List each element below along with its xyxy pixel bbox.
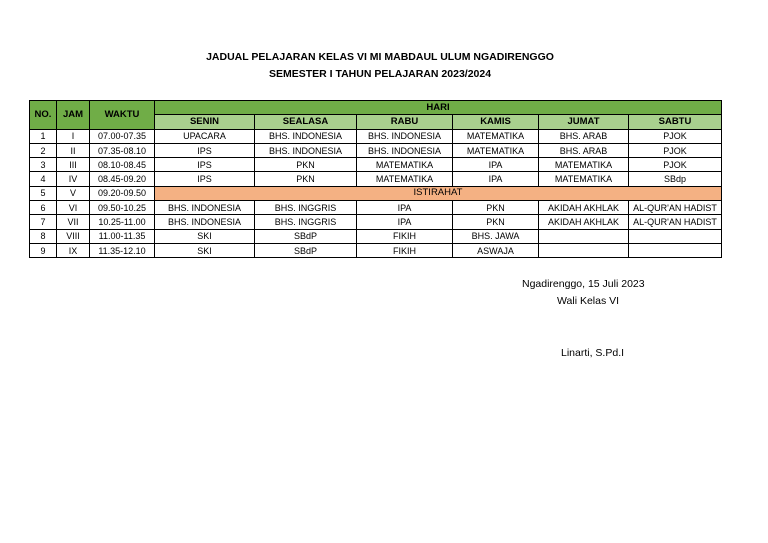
table-row	[30, 129, 722, 143]
subject-cell: PKN	[255, 172, 357, 186]
lesson-hour: IV	[57, 172, 90, 186]
subject-cell: BHS. INDONESIA	[255, 143, 357, 157]
day-header: RABU	[357, 115, 453, 129]
break-label: ISTIRAHAT	[155, 186, 722, 200]
subject-cell: FIKIH	[357, 229, 453, 243]
table-row	[30, 201, 722, 215]
lesson-hour: VIII	[57, 229, 90, 243]
subject-cell: AKIDAH AKHLAK	[539, 201, 629, 215]
document-title: JADUAL PELAJARAN KELAS VI MI MABDAUL ULUM NGADIRENGGO	[206, 51, 554, 63]
day-header: SEALASA	[255, 115, 357, 129]
subject-cell: MATEMATIKA	[453, 143, 539, 157]
subject-cell: MATEMATIKA	[357, 158, 453, 172]
time-range: 08.45-09.20	[90, 172, 155, 186]
subject-cell: MATEMATIKA	[539, 158, 629, 172]
lesson-hour: I	[57, 129, 90, 143]
row-number: 6	[30, 201, 57, 215]
time-range: 08.10-08.45	[90, 158, 155, 172]
subject-cell: BHS. INDONESIA	[155, 215, 255, 229]
hari-header: HARI	[155, 101, 722, 115]
signature-name: Linarti, S.Pd.I	[561, 347, 625, 359]
table-row	[30, 243, 722, 257]
subject-cell: MATEMATIKA	[453, 129, 539, 143]
table-row	[30, 143, 722, 157]
row-number: 8	[30, 229, 57, 243]
row-number: 4	[30, 172, 57, 186]
document-subtitle: SEMESTER I TAHUN PELAJARAN 2023/2024	[268, 68, 492, 80]
signature-role: Wali Kelas VI	[557, 295, 620, 307]
header-row	[30, 101, 722, 115]
subject-cell	[539, 243, 629, 257]
subject-cell: IPA	[357, 215, 453, 229]
subject-cell: PKN	[453, 201, 539, 215]
row-number: 9	[30, 243, 57, 257]
row-number: 5	[30, 186, 57, 200]
table-row	[30, 158, 722, 172]
subject-cell: IPS	[155, 172, 255, 186]
subject-cell: BHS. INGGRIS	[255, 215, 357, 229]
row-number: 1	[30, 129, 57, 143]
subject-cell: SBdp	[629, 172, 722, 186]
time-range: 10.25-11.00	[90, 215, 155, 229]
lesson-hour: V	[57, 186, 90, 200]
subject-cell: PKN	[255, 158, 357, 172]
row-number: 3	[30, 158, 57, 172]
jam-header: JAM	[57, 101, 90, 130]
day-header: SABTU	[629, 115, 722, 129]
subject-cell: AL-QUR'AN HADIST	[629, 215, 722, 229]
table-row	[30, 172, 722, 186]
break-row	[30, 186, 722, 200]
time-range: 07.00-07.35	[90, 129, 155, 143]
lesson-hour: II	[57, 143, 90, 157]
time-range: 07.35-08.10	[90, 143, 155, 157]
subject-cell	[629, 229, 722, 243]
lesson-hour: IX	[57, 243, 90, 257]
subject-cell: MATEMATIKA	[539, 172, 629, 186]
subject-cell: FIKIH	[357, 243, 453, 257]
day-header: SENIN	[155, 115, 255, 129]
subject-cell: AL-QUR'AN HADIST	[629, 201, 722, 215]
table-row	[30, 215, 722, 229]
subject-cell: PJOK	[629, 158, 722, 172]
subject-cell: BHS. INDONESIA	[357, 143, 453, 157]
subject-cell: SBdP	[255, 229, 357, 243]
row-number: 2	[30, 143, 57, 157]
lesson-hour: VI	[57, 201, 90, 215]
subject-cell: ASWAJA	[453, 243, 539, 257]
subject-cell: PKN	[453, 215, 539, 229]
lesson-hour: III	[57, 158, 90, 172]
subject-cell: IPA	[453, 172, 539, 186]
subject-cell: BHS. ARAB	[539, 143, 629, 157]
day-header: KAMIS	[453, 115, 539, 129]
subject-cell: IPA	[357, 201, 453, 215]
subject-cell: SKI	[155, 243, 255, 257]
subject-cell: PJOK	[629, 129, 722, 143]
waktu-header: WAKTU	[90, 101, 155, 130]
subject-cell: AKIDAH AKHLAK	[539, 215, 629, 229]
time-range: 09.50-10.25	[90, 201, 155, 215]
subject-cell	[539, 229, 629, 243]
time-range: 09.20-09.50	[90, 186, 155, 200]
time-range: 11.35-12.10	[90, 243, 155, 257]
table-row	[30, 229, 722, 243]
schedule-table	[29, 100, 722, 258]
subject-cell: BHS. INDONESIA	[155, 201, 255, 215]
subject-cell: PJOK	[629, 143, 722, 157]
subject-cell: BHS. JAWA	[453, 229, 539, 243]
subject-cell: UPACARA	[155, 129, 255, 143]
subject-cell: BHS. ARAB	[539, 129, 629, 143]
subject-cell: SKI	[155, 229, 255, 243]
subject-cell: BHS. INGGRIS	[255, 201, 357, 215]
lesson-hour: VII	[57, 215, 90, 229]
subject-cell: BHS. INDONESIA	[255, 129, 357, 143]
day-header: JUMAT	[539, 115, 629, 129]
subject-cell: BHS. INDONESIA	[357, 129, 453, 143]
signature-place-date: Ngadirenggo, 15 Juli 2023	[522, 278, 645, 290]
subject-cell: IPS	[155, 158, 255, 172]
row-number: 7	[30, 215, 57, 229]
subject-cell: MATEMATIKA	[357, 172, 453, 186]
time-range: 11.00-11.35	[90, 229, 155, 243]
subject-cell: SBdP	[255, 243, 357, 257]
subject-cell: IPA	[453, 158, 539, 172]
subject-cell: IPS	[155, 143, 255, 157]
subject-cell	[629, 243, 722, 257]
no-header: NO.	[30, 101, 57, 130]
